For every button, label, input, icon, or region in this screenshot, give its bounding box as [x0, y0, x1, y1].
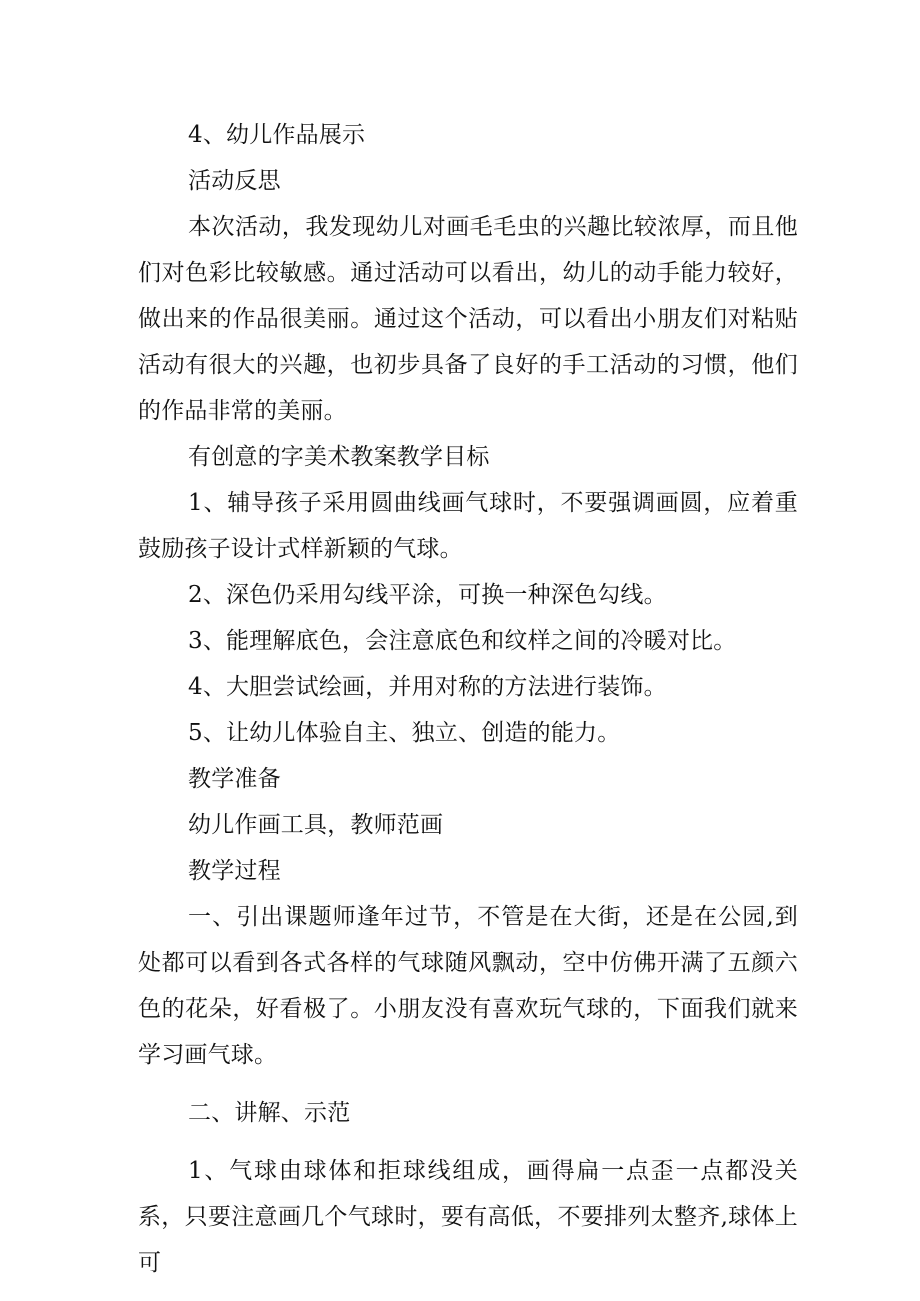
- list-item-goal-4: 4、大胆尝试绘画，并用对称的方法进行装饰。: [188, 674, 667, 700]
- list-item-works-display: 4、幼儿作品展示: [188, 122, 366, 148]
- paragraph-process-intro: 一、引出课题师逢年过节，不管是在大街，还是在公园,到处都可以看到各式各样的气球随风飘动，空中仿佛开满了五颜六色的花朵，好看极了。小朋友没有喜欢玩气球的，下面我们就来学习画气球。: [138, 904, 798, 1068]
- list-item-goal-5: 5、让幼儿体验自主、独立、创造的能力。: [188, 720, 621, 746]
- list-item-goal-1: 1、辅导孩子采用圆曲线画气球时，不要强调画圆，应着重鼓励孩子设计式样新颖的气球。: [138, 490, 798, 562]
- paragraph-balloon-structure: 1、气球由球体和拒球线组成，画得扁一点歪一点都没关系，只要注意画几个气球时，要有高低，不要排列太整齐,球体上可: [138, 1158, 798, 1276]
- paragraph-preparation-body: 幼儿作画工具，教师范画: [188, 812, 444, 838]
- heading-teaching-process: 教学过程: [188, 858, 281, 884]
- document-body: [138, 112, 798, 1286]
- heading-activity-reflection: 活动反思: [188, 168, 281, 194]
- heading-explain-demo: 二、讲解、示范: [188, 1100, 351, 1126]
- list-item-goal-3: 3、能理解底色，会注意底色和纹样之间的冷暖对比。: [188, 628, 737, 654]
- heading-teaching-preparation: 教学准备: [188, 766, 281, 792]
- paragraph-reflection-body: 本次活动，我发现幼儿对画毛毛虫的兴趣比较浓厚，而且他们对色彩比较敏感。通过活动可以看出，幼儿的动手能力较好，做出来的作品很美丽。通过这个活动，可以看出小朋友们对粘贴活动有很大的兴趣，也初步具备了良好的手工活动的习惯，他们的作品非常的美丽。: [138, 214, 798, 424]
- list-item-goal-2: 2、深色仍采用勾线平涂，可换一种深色勾线。: [188, 582, 667, 608]
- heading-teaching-goals: 有创意的字美术教案教学目标: [188, 444, 490, 470]
